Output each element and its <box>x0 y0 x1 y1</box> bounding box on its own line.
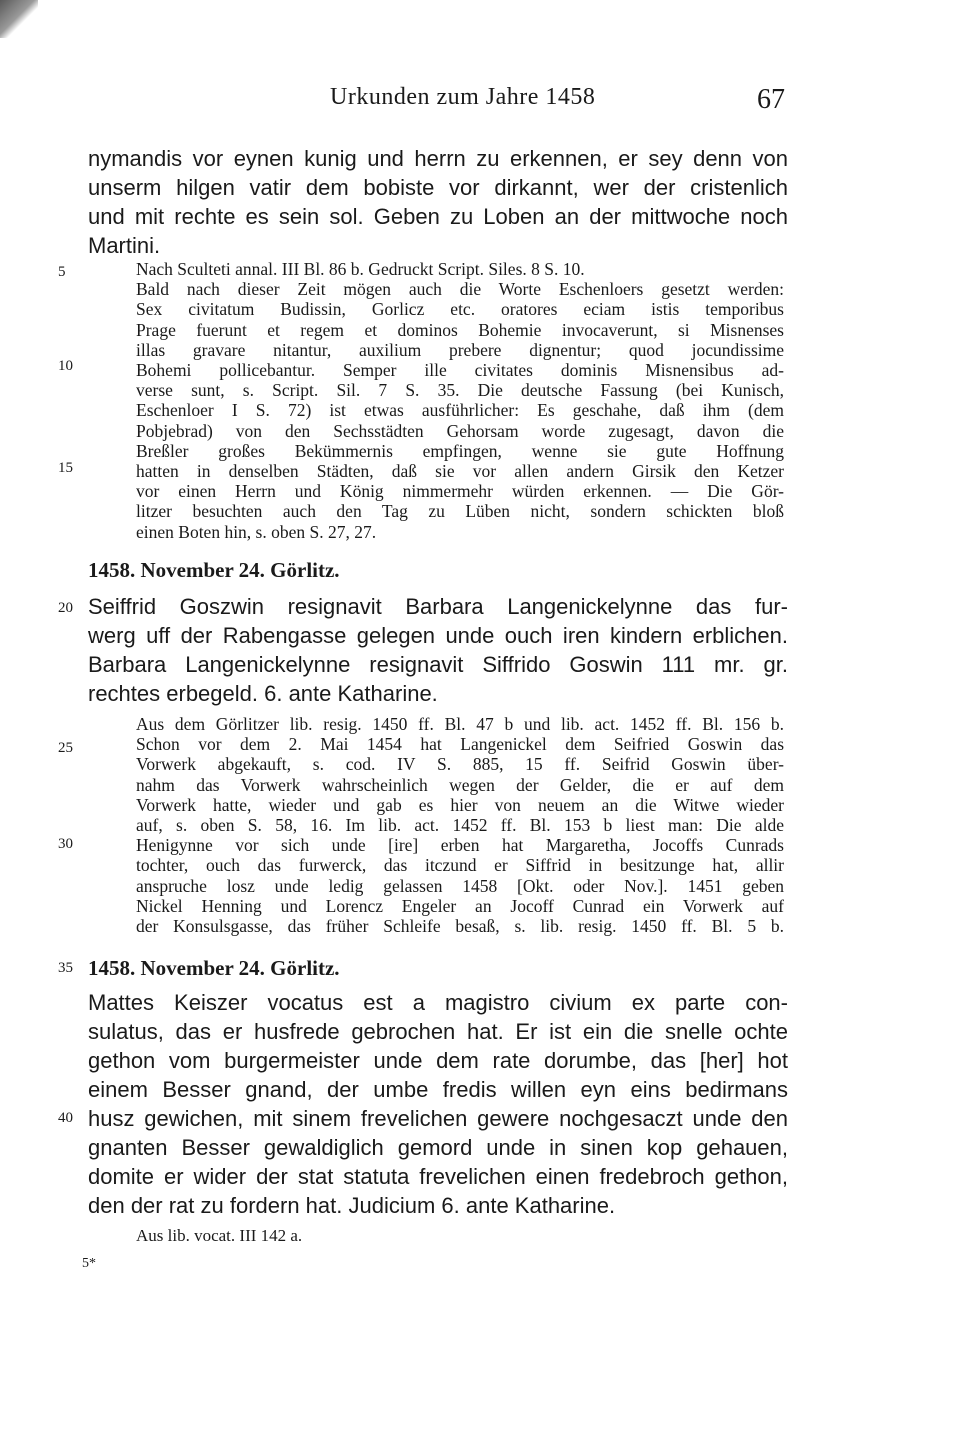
text-line: nymandis vor eynen kunig und herrn zu erkennen, er sey denn von <box>88 146 788 171</box>
note-line: tochter, ouch das furwerck, das itczund er Siffrid in besitzunge hat, allir <box>136 855 784 876</box>
text-line: einem Besser gnand, der umbe fredis willen eyn eins bedirmans <box>88 1077 788 1102</box>
text-line: Barbara Langenickelynne resignavit Siffrido Goswin 111 mr. gr. <box>88 652 788 677</box>
document-body-continuation <box>88 144 788 260</box>
text-line: Martini. <box>88 233 161 258</box>
note-line: Henigynne vor sich unde [ire] erben hat Margaretha, Jocoffs Cunrads <box>136 835 784 856</box>
note-line: Nickel Henning und Lorencz Engeler an Jocoff Cunrad ein Vorwerk auf <box>136 895 784 916</box>
note-line: Aus dem Görlitzer lib. resig. 1450 ff. Bl. 47 b und lib. act. 1452 ff. Bl. 156 b. <box>136 714 784 734</box>
page-number: 67 <box>757 84 785 115</box>
text-line: Mattes Keiszer vocatus est a magistro civium ex parte con- <box>88 990 788 1015</box>
text-line: Seiffrid Goszwin resignavit Barbara Langenickelynne das fur- <box>88 594 788 619</box>
note-line: auf, s. oben S. 58, 16. Im lib. act. 1452 ff. Bl. 153 b liest man: Die alde <box>136 815 784 836</box>
text-line: und mit rechte es sein sol. Geben zu Loben an der mittwoche noch <box>88 204 788 229</box>
entry-heading-1: 1458. November 24. Görlitz. <box>88 558 340 582</box>
line-number-40: 40 <box>58 1110 73 1126</box>
source-citation: Aus lib. vocat. III 142 a. <box>136 1226 303 1245</box>
note-line: hatten in denselben Städten, daß sie vor allen andern Girsik den Ketzer <box>136 461 784 482</box>
note-line: Bohemi pollicebantur. Semper ille civitates dominis Misnensibus ad- <box>136 360 784 381</box>
text-line: unserm hilgen vatir dem bobiste vor dirkannt, wer der cristenlich <box>88 175 788 200</box>
note-line: Eschenloer I S. 72) ist etwas ausführlicher: Es geschahe, daß ihm (dem <box>136 400 784 421</box>
line-number-15: 15 <box>58 460 73 476</box>
text-line: rechtes erbegeld. 6. ante Katharine. <box>88 681 438 706</box>
line-number-5: 5 <box>58 264 66 280</box>
note-line: nahm das Vorwerk wahrscheinlich wegen der Gelder, die er auf dem <box>136 774 784 795</box>
note-line: Schon vor dem 2. Mai 1454 hat Langenickel dem Seifried Goswin das <box>136 734 784 755</box>
editorial-note-2 <box>136 714 784 936</box>
text-line: den der rat zu fordern hat. Judicium 6. ante Katharine. <box>88 1193 616 1218</box>
text-line: werg uff der Rabengasse gelegen unde ouch iren kindern erblichen. <box>88 623 788 648</box>
note-line: litzer besuchten auch den Tag zu Lüben nicht, sondern schickten bloß <box>136 501 784 522</box>
note-line: Nach Sculteti annal. III Bl. 86 b. Gedruckt Script. Siles. 8 S. 10. <box>136 259 585 279</box>
note-line: Breßler großes Bekümmernis empfingen, wenne sie gute Hoffnung <box>136 440 784 461</box>
line-number-30: 30 <box>58 836 73 852</box>
text-line: husz gewichen, mit sinem frevelichen gewere nochgesaczt unde den <box>88 1106 788 1131</box>
note-line: einen Boten hin, s. oben S. 27, 27. <box>136 521 377 542</box>
note-line: Sex civitatum Budissin, Gorlicz etc. oratores eciam istis temporibus <box>136 299 784 320</box>
entry-heading-2: 1458. November 24. Görlitz. <box>88 956 340 980</box>
note-line: Vorwerk hatte, wieder und gab es hier von neuem an die Witwe wieder <box>136 794 784 815</box>
line-number-35: 35 <box>58 960 73 976</box>
note-line: anspruche losz unde ledig gelassen 1458 [Okt. oder Nov.]. 1451 geben <box>136 875 784 896</box>
entry-body-1 <box>88 592 788 708</box>
line-number-25: 25 <box>58 740 73 756</box>
note-line: Bald nach dieser Zeit mögen auch die Worte Eschenloers gesetzt werden: <box>136 279 784 300</box>
editorial-note-1 <box>136 259 784 542</box>
text-line: gethon vom burgermeister unde dem rate dorumbe, das [her] hot <box>88 1048 788 1073</box>
running-title: Urkunden zum Jahre 1458 <box>330 84 596 110</box>
line-number-10: 10 <box>58 358 73 374</box>
note-line: der Konsulsgasse, das früher Schleife besaß, s. lib. resig. 1450 ff. Bl. 5 b. <box>136 916 784 937</box>
text-line: gnanten Besser gewaldiglich gemord unde in sinen kop gehauen, <box>88 1135 788 1160</box>
note-line: vor einen Herrn und König nimmermehr würden erkennen. — Die Gör- <box>136 481 784 502</box>
note-line: Pobjebrad) von den Sechsstädten Gehorsam worde zugesagt, davon die <box>136 420 784 441</box>
entry-body-2 <box>88 988 788 1220</box>
note-line: Prage fuerunt et regem et dominos Bohemie invocaverunt, si Misnenses <box>136 319 784 340</box>
scan-edge-shadow <box>0 0 38 38</box>
line-number-20: 20 <box>58 600 73 616</box>
text-line: sulatus, das er husfrede gebrochen hat. Er ist ein die snelle ochte <box>88 1019 788 1044</box>
note-line: verse sunt, s. Script. Sil. 7 S. 35. Die deutsche Fassung (bei Kunisch, <box>136 380 784 401</box>
text-line: domite er wider der stat statuta frevelichen einen fredebroch gethon, <box>88 1164 788 1189</box>
sheet-signature: 5* <box>82 1256 96 1271</box>
note-line: illas gravare nitantur, auxilium prebere dignentur; quod jocundissime <box>136 339 784 360</box>
note-line: Vorwerk abgekauft, s. cod. IV S. 885, 15 ff. Seifrid Goswin über- <box>136 754 784 775</box>
